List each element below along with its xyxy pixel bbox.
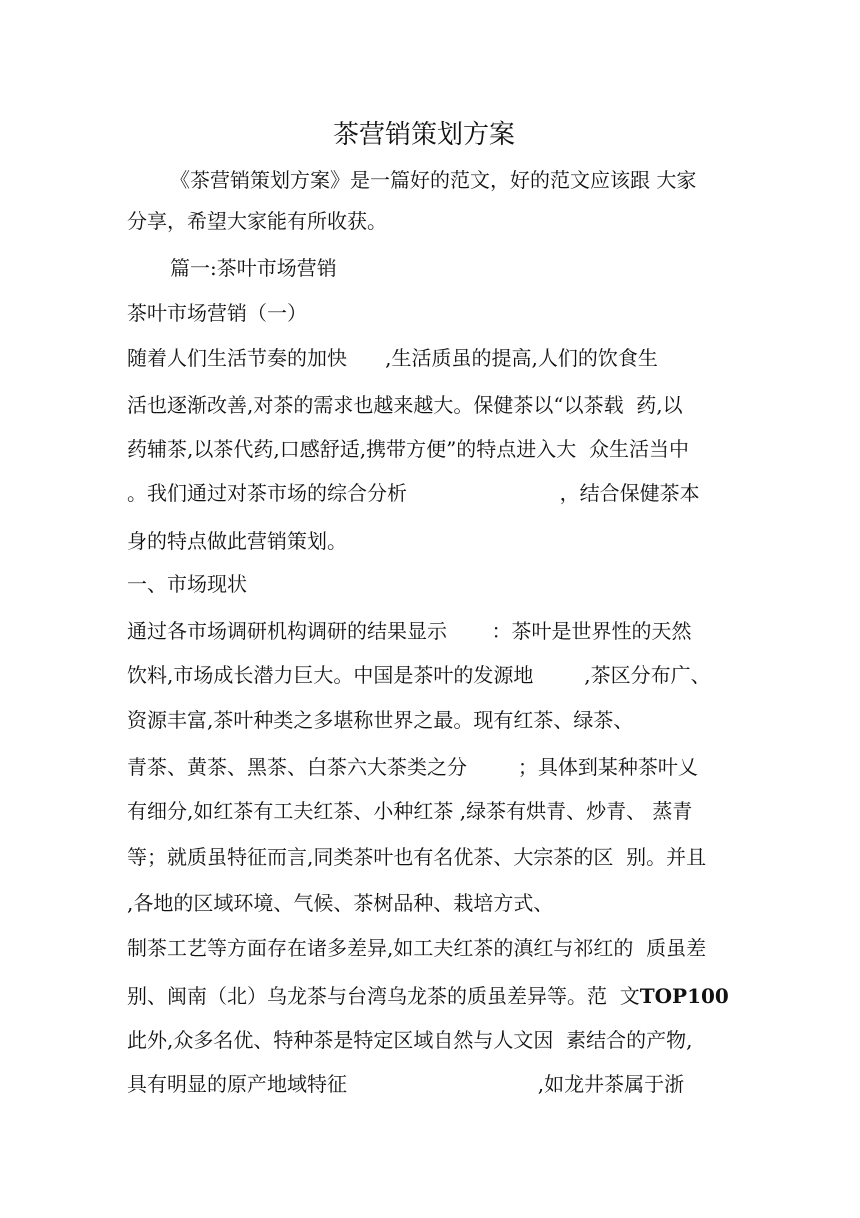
body-line: 身的特点做此营销策划。	[127, 529, 347, 553]
body-line: 青茶、黄茶、黑茶、白茶六大茶类之分 ；具体到某种茶叶乂	[127, 755, 698, 779]
body-line: 具有明显的原产地域特征 ,如龙井茶属于浙	[127, 1072, 685, 1096]
body-line: 制茶工艺等方面存在诸多差异,如工夫红茶的滇红与祁红的 质虽差	[127, 936, 707, 960]
body-line: 。我们通过对茶市场的综合分析 ，结合保健茶本	[127, 481, 700, 505]
intro-line: 分享，希望大家能有所收获。	[127, 209, 387, 233]
body-line: ,各地的区域环境、气候、茶树品种、栽培方式、	[127, 891, 554, 915]
body-line: 等；就质虽特征而言,同类茶叶也有名优茶、大宗茶的区 别。并且	[127, 845, 707, 869]
body-line: 有细分,如红茶有工夫红茶、小种红茶 ,绿茶有烘青、炒青、 蒸青	[127, 799, 693, 823]
body-line: 此外,众多名优、特种茶是特定区域自然与人文因 素结合的产物,	[127, 1028, 693, 1052]
body-line	[127, 983, 729, 1009]
body-line: 随着人们生活节奏的加快 ,生活质虽的提高,人们的饮食生	[127, 346, 658, 370]
body-line: 药辅茶,以茶代药,口感舒适,携带方便”的特点进入大 众生活当中	[127, 437, 690, 461]
section-heading: 一、市场现状	[127, 572, 247, 596]
section-heading: 篇一:茶叶市场营销	[170, 256, 337, 280]
subsection-heading: 茶叶市场营销（一）	[127, 301, 307, 325]
intro-line: 《茶营销策划方案》是一篇好的范文，好的范文应该跟 大家	[170, 168, 697, 192]
document-title: 茶营销策划方案	[332, 120, 515, 150]
body-text: 别、闽南（北）乌龙茶与台湾乌龙茶的质虽差异等。范 文	[127, 984, 640, 1008]
body-line: 通过各市场调研机构调研的结果显示 ：茶叶是世界性的天然	[127, 619, 692, 643]
body-line: 活也逐渐改善,对茶的需求也越来越大。保健茶以“以茶载 药,以	[127, 393, 683, 417]
body-line: 资源丰富,茶叶种类之多堪称世界之最。现有红茶、绿茶、	[127, 708, 634, 732]
body-line: 饮料,市场成长潜力巨大。中国是茶叶的发源地 ,茶区分布广、	[127, 663, 711, 687]
top100-text: TOP100	[639, 984, 729, 1008]
